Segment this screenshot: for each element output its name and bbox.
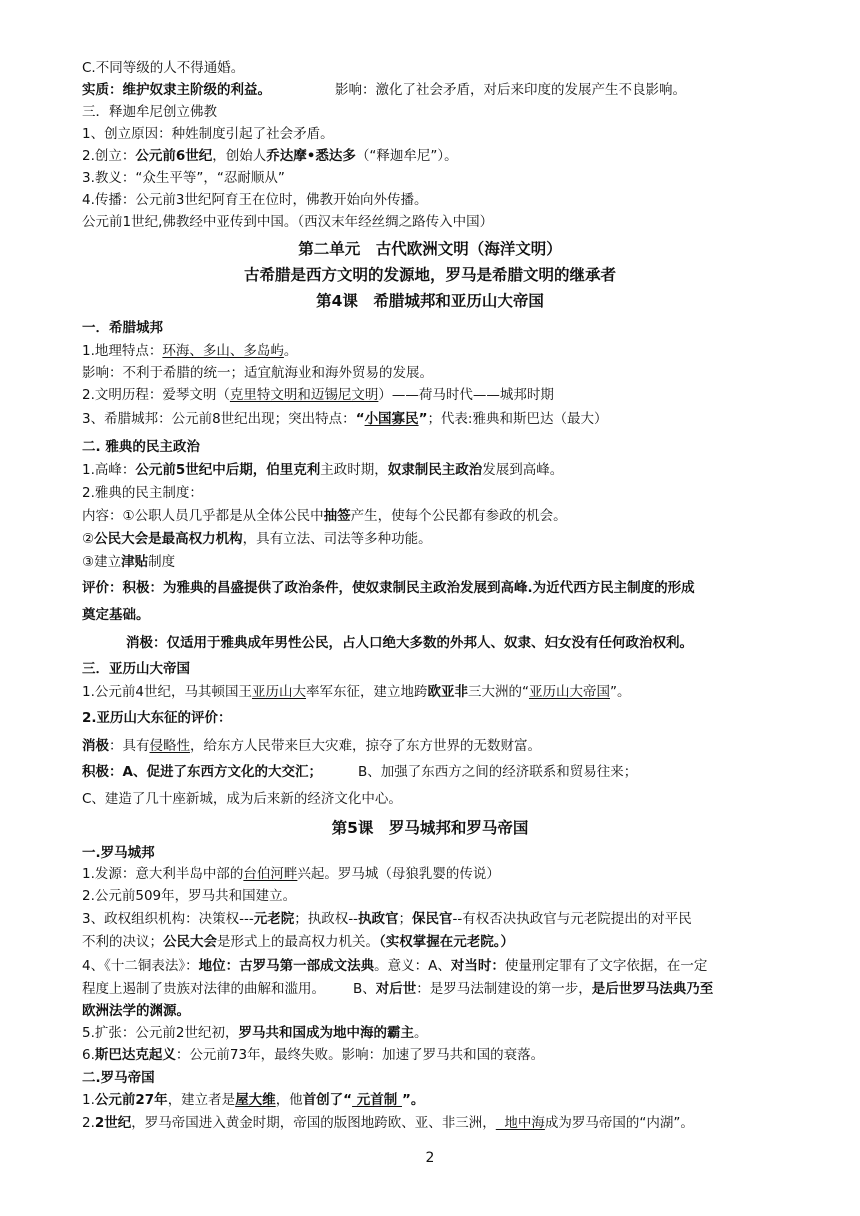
text-line xyxy=(126,633,693,653)
text: 三大洲的“ xyxy=(467,684,529,700)
text-line xyxy=(82,146,458,166)
text: ，建立者是 xyxy=(167,1092,236,1108)
section-heading xyxy=(82,843,155,863)
text: （“释迦牟尼”）。 xyxy=(355,148,458,164)
text: 二. 雅典的民主政治 xyxy=(82,439,200,455)
page-number: 2 xyxy=(425,1150,435,1166)
text: 地中海 xyxy=(495,1115,545,1131)
text-line xyxy=(82,80,686,100)
text: 兴起。罗马城（母狼乳婴的传说） xyxy=(297,866,500,882)
text: 公民大会 xyxy=(163,934,217,950)
text-line xyxy=(82,190,427,210)
text: 三．亚历山大帝国 xyxy=(82,661,190,677)
text: 1.地理特点： xyxy=(82,343,163,359)
text: 奠定基础。 xyxy=(82,607,150,623)
text: 是形式上的最高权力机关。 xyxy=(217,934,379,950)
text-line xyxy=(82,483,203,503)
text: ；代表:雅典和斯巴达（最大） xyxy=(427,411,608,427)
text: 2世纪 xyxy=(94,1115,132,1131)
text-line xyxy=(82,341,297,361)
text: ：是罗马法制建设的第一步， xyxy=(416,981,592,997)
text-line xyxy=(82,1045,544,1065)
text: 公民大会是最高权力机构 xyxy=(94,531,243,547)
text: 地位：古罗马第一部成文法典 xyxy=(198,958,375,974)
text: B、加强了东西方之间的经济联系和贸易往来； xyxy=(357,764,638,780)
text: 主政时期， xyxy=(320,462,388,478)
text: B、 xyxy=(353,981,376,997)
text: 内容：①公职人员几乎都是从全体公民中 xyxy=(82,508,324,524)
text: 消极 xyxy=(82,738,109,754)
text: 成为罗马帝国的“内湖”。 xyxy=(544,1115,694,1131)
text: ；执政权-- xyxy=(294,911,358,927)
text-line xyxy=(82,460,563,480)
text: ”。 xyxy=(609,684,631,700)
text: 评价：积极：为雅典的昌盛提供了政治条件，使奴隶制民主政治发展到高峰.为近代西方民主制度的形成 xyxy=(82,580,695,596)
text-line xyxy=(82,124,334,144)
section-heading xyxy=(82,102,217,122)
text: 对当时： xyxy=(450,958,505,974)
text: 1. xyxy=(82,1092,95,1108)
text-line xyxy=(82,605,150,625)
text-line xyxy=(82,578,695,598)
text: 公元前1世纪,佛教经中亚传到中国。（西汉末年经丝绸之路传入中国） xyxy=(82,214,494,230)
text: ，给东方人民带来巨大灾难，掠夺了东方世界的无数财富。 xyxy=(190,738,541,754)
text-line xyxy=(82,736,541,756)
text: 2.文明历程：爱琴文明（ xyxy=(82,387,230,403)
text: ； xyxy=(398,911,412,927)
text: 3.教义：“众生平等”，“忍耐顺从” xyxy=(82,170,285,186)
text-line xyxy=(82,168,285,188)
text: 程度上遏制了贵族对法律的曲解和滥用。 xyxy=(82,981,325,997)
text: 3、政权组织机构：决策权--- xyxy=(82,911,254,927)
text: 率军东征，建立地跨 xyxy=(305,684,428,700)
text: 使量刑定罪有了文字依据，在一定 xyxy=(504,958,708,974)
text: 1、创立原因：种姓制度引起了社会矛盾。 xyxy=(82,126,334,142)
text: 克里特文明和迈锡尼文明 xyxy=(229,387,379,403)
text: 不利的决议； xyxy=(82,934,163,950)
text: 乔达摩•悉达多 xyxy=(266,148,356,164)
text-line xyxy=(82,708,232,728)
text: 6. xyxy=(82,1047,95,1063)
text: 环海、多山、多岛屿 xyxy=(162,343,284,359)
text-line xyxy=(82,1023,427,1043)
text: 3、希腊城邦：公元前8世纪出现；突出特点： xyxy=(82,411,356,427)
text: 是后世罗马法典乃至 xyxy=(591,981,714,997)
text: ，具有立法、司法等多种功能。 xyxy=(242,531,432,547)
text: 欧亚非 xyxy=(427,684,468,700)
text: ：具有 xyxy=(109,738,150,754)
text: ：公元前73年，最终失败。影响：加速了罗马共和国的衰落。 xyxy=(175,1047,545,1063)
unit-subtitle: 古希腊是西方文明的发源地，罗马是希腊文明的继承者 xyxy=(243,266,616,284)
text: 制度 xyxy=(148,554,176,570)
text: 4、《十二铜表法》： xyxy=(82,958,199,974)
text: 罗马共和国成为地中海的霸主 xyxy=(238,1025,414,1041)
text-line xyxy=(82,956,707,976)
text: 4.传播：公元前3世纪阿育王在位时，佛教开始向外传播。 xyxy=(82,192,428,208)
section-heading xyxy=(82,318,163,338)
text-line xyxy=(82,58,244,78)
text-line xyxy=(82,864,500,884)
text: ② xyxy=(82,531,95,547)
text: 保民官 xyxy=(411,911,453,927)
text: 产生，使每个公民都有参政的机会。 xyxy=(350,508,567,524)
text: 二.罗马帝国 xyxy=(82,1070,155,1086)
text: 侵略性 xyxy=(149,738,190,754)
text-line xyxy=(82,552,175,572)
text: 公元前6世纪 xyxy=(135,148,213,164)
text: 。 xyxy=(413,1025,428,1041)
text: 元老院 xyxy=(253,911,295,927)
section-heading xyxy=(82,659,190,679)
text-line xyxy=(82,682,630,702)
text: 奴隶制民主政治 xyxy=(387,462,483,478)
text-line xyxy=(82,909,692,929)
text: 三．释迦牟尼创立佛教 xyxy=(82,104,217,120)
text: C、建造了几十座新城，成为后来新的经济文化中心。 xyxy=(82,791,402,807)
text: 公元前27年 xyxy=(94,1092,168,1108)
text: 屋大维 xyxy=(235,1092,276,1108)
text-line xyxy=(82,1113,694,1133)
text-line xyxy=(82,363,433,383)
text: 2.雅典的民主制度： xyxy=(82,485,203,501)
text: 2.亚历山大东征的评价： xyxy=(82,710,232,726)
text: 一.罗马城邦 xyxy=(82,845,155,861)
text: （实权掌握在元老院。） xyxy=(379,934,514,950)
text: 欧洲法学的渊源。 xyxy=(82,1003,190,1019)
text: 斯巴达克起义 xyxy=(94,1047,176,1063)
text-line xyxy=(82,529,432,549)
text-line xyxy=(82,409,608,429)
text: 实质：维护奴隶主阶级的利益。 xyxy=(82,82,271,98)
text: 。意义：A、 xyxy=(374,958,451,974)
text: 1.高峰： xyxy=(82,462,136,478)
text-line xyxy=(82,762,637,782)
text: 2.创立： xyxy=(82,148,136,164)
text: 台伯河畔 xyxy=(243,866,298,882)
text-line xyxy=(82,385,554,405)
text: ”。 xyxy=(401,1092,425,1108)
text: C.不同等级的人不得通婚。 xyxy=(82,60,245,76)
text-line xyxy=(82,1090,424,1110)
text: 发展到高峰。 xyxy=(482,462,564,478)
text: ，他 xyxy=(275,1092,303,1108)
text: 首创了“ xyxy=(302,1092,353,1108)
text: 抽签 xyxy=(323,508,351,524)
text: 消极：仅适用于雅典成年男性公民，占人口绝大多数的外邦人、奴隶、妇女没有任何政治权利。 xyxy=(126,635,693,651)
text: 一．希腊城邦 xyxy=(82,320,163,336)
text: 积极：A、促进了东西方文化的大交汇； xyxy=(82,764,322,780)
text: 亚历山大帝国 xyxy=(528,684,610,700)
text: “ xyxy=(355,411,365,427)
text: 影响：不利于希腊的统一；适宜航海业和海外贸易的发展。 xyxy=(82,365,433,381)
unit-title: 第二单元 古代欧洲文明（海洋文明） xyxy=(298,240,562,258)
section-heading xyxy=(82,437,200,457)
text: 1.公元前4世纪，马其顿国王 xyxy=(82,684,252,700)
text: 公元前5世纪中后期，伯里克利 xyxy=(135,462,321,478)
lesson-title: 第5课 罗马城邦和罗马帝国 xyxy=(331,819,529,837)
text: 小国寡民 xyxy=(364,411,419,427)
text: 津贴 xyxy=(121,554,149,570)
text: 对后世 xyxy=(375,981,417,997)
text: --有权否决执政官与元老院提出的对平民 xyxy=(452,911,692,927)
text: 5.扩张：公元前2世纪初， xyxy=(82,1025,239,1041)
text-line xyxy=(82,1001,190,1021)
text: ③建立 xyxy=(82,554,122,570)
text: ，创始人 xyxy=(212,148,267,164)
text-line xyxy=(82,789,402,809)
section-heading xyxy=(82,1068,155,1088)
text: 2. xyxy=(82,1115,95,1131)
text: ” xyxy=(418,411,428,427)
text-line xyxy=(82,979,713,999)
text: 。 xyxy=(283,343,298,359)
text-line xyxy=(82,932,514,952)
text: 2.公元前509年，罗马共和国建立。 xyxy=(82,888,297,904)
text: ）——荷马时代——城邦时期 xyxy=(378,387,554,403)
text: 执政官 xyxy=(357,911,399,927)
text: 元首制 xyxy=(352,1092,402,1108)
lesson-title: 第4课 希腊城邦和亚历山大帝国 xyxy=(316,292,544,310)
text: 亚历山大 xyxy=(251,684,306,700)
text-line xyxy=(82,506,567,526)
text-line xyxy=(82,212,493,232)
text: ，罗马帝国进入黄金时期，帝国的版图地跨欧、亚、非三洲， xyxy=(131,1115,496,1131)
text-line xyxy=(82,886,296,906)
text: 1.发源：意大利半岛中部的 xyxy=(82,866,244,882)
text: 影响：激化了社会矛盾，对后来印度的发展产生不良影响。 xyxy=(335,82,686,98)
